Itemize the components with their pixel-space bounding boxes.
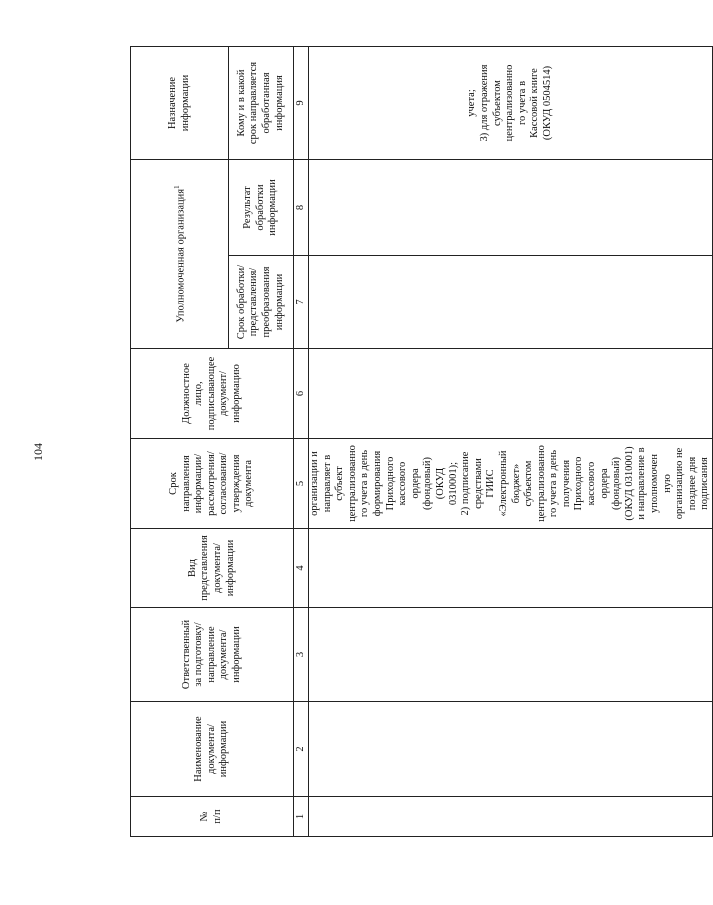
authorized-organization-label: Уполномоченная организация: [175, 188, 187, 323]
document-table: [130, 46, 713, 837]
header-processing-deadline: Срок обработки/ представления/ преобразования информации: [229, 256, 294, 349]
page-number: 104: [31, 443, 45, 461]
document-table-rotated: [130, 47, 711, 837]
header-authorized-organization: [131, 160, 229, 349]
cell-responsible: [309, 608, 713, 702]
header-responsible: Ответственный за подготовку/ направление документа/ информации: [131, 608, 294, 702]
cell-deadline: организации и направляет в субъект централизованно го учета в день формирования Приходного кассового ордера (фондовый) (ОКУД 0310001); 2) подписание средствами ГИИС «Электронный бюджет» субъектом централизованно го учета в день получения Приходного кассового ордера (фондовый) (ОКУД 0310001) и направление в уполномочен ную организацию не позднее дня подписания: [309, 439, 713, 529]
column-number: 5: [294, 439, 309, 529]
header-presentation-type: Вид представления документа/ информации: [131, 529, 294, 608]
header-processing-result: Результат обработки информации: [229, 160, 294, 256]
table-row: [309, 47, 713, 837]
cell-official: [309, 349, 713, 439]
header-row: [131, 47, 229, 837]
header-document-name: Наименование документа/ информации: [131, 702, 294, 797]
footnote-marker: 1: [172, 185, 181, 189]
column-number: 8: [294, 160, 309, 256]
column-number: 4: [294, 529, 309, 608]
column-number: 6: [294, 349, 309, 439]
column-number: 3: [294, 608, 309, 702]
header-deadline: Срок направления информации/ рассмотрения/ согласования/ утверждения документа: [131, 439, 294, 529]
cell-processing-result: [309, 160, 713, 256]
column-number: 1: [294, 797, 309, 837]
cell-purpose: учета; 3) для отражения субъектом централизованно го учета в Кассовой книге (ОКУД 0504514): [309, 47, 713, 160]
header-purpose: Назначение информации: [131, 47, 229, 160]
column-number: 9: [294, 47, 309, 160]
header-recipient: Кому и в какой срок направляется обработанная информация: [229, 47, 294, 160]
column-number: 2: [294, 702, 309, 797]
header-official: Должностное лицо, подписывающее документ/ информацию: [131, 349, 294, 439]
cell-processing-deadline: [309, 256, 713, 349]
column-number: 7: [294, 256, 309, 349]
cell-document-name: [309, 702, 713, 797]
column-number-row: [294, 47, 309, 837]
header-number: № п/п: [131, 797, 294, 837]
cell-number: [309, 797, 713, 837]
cell-presentation-type: [309, 529, 713, 608]
